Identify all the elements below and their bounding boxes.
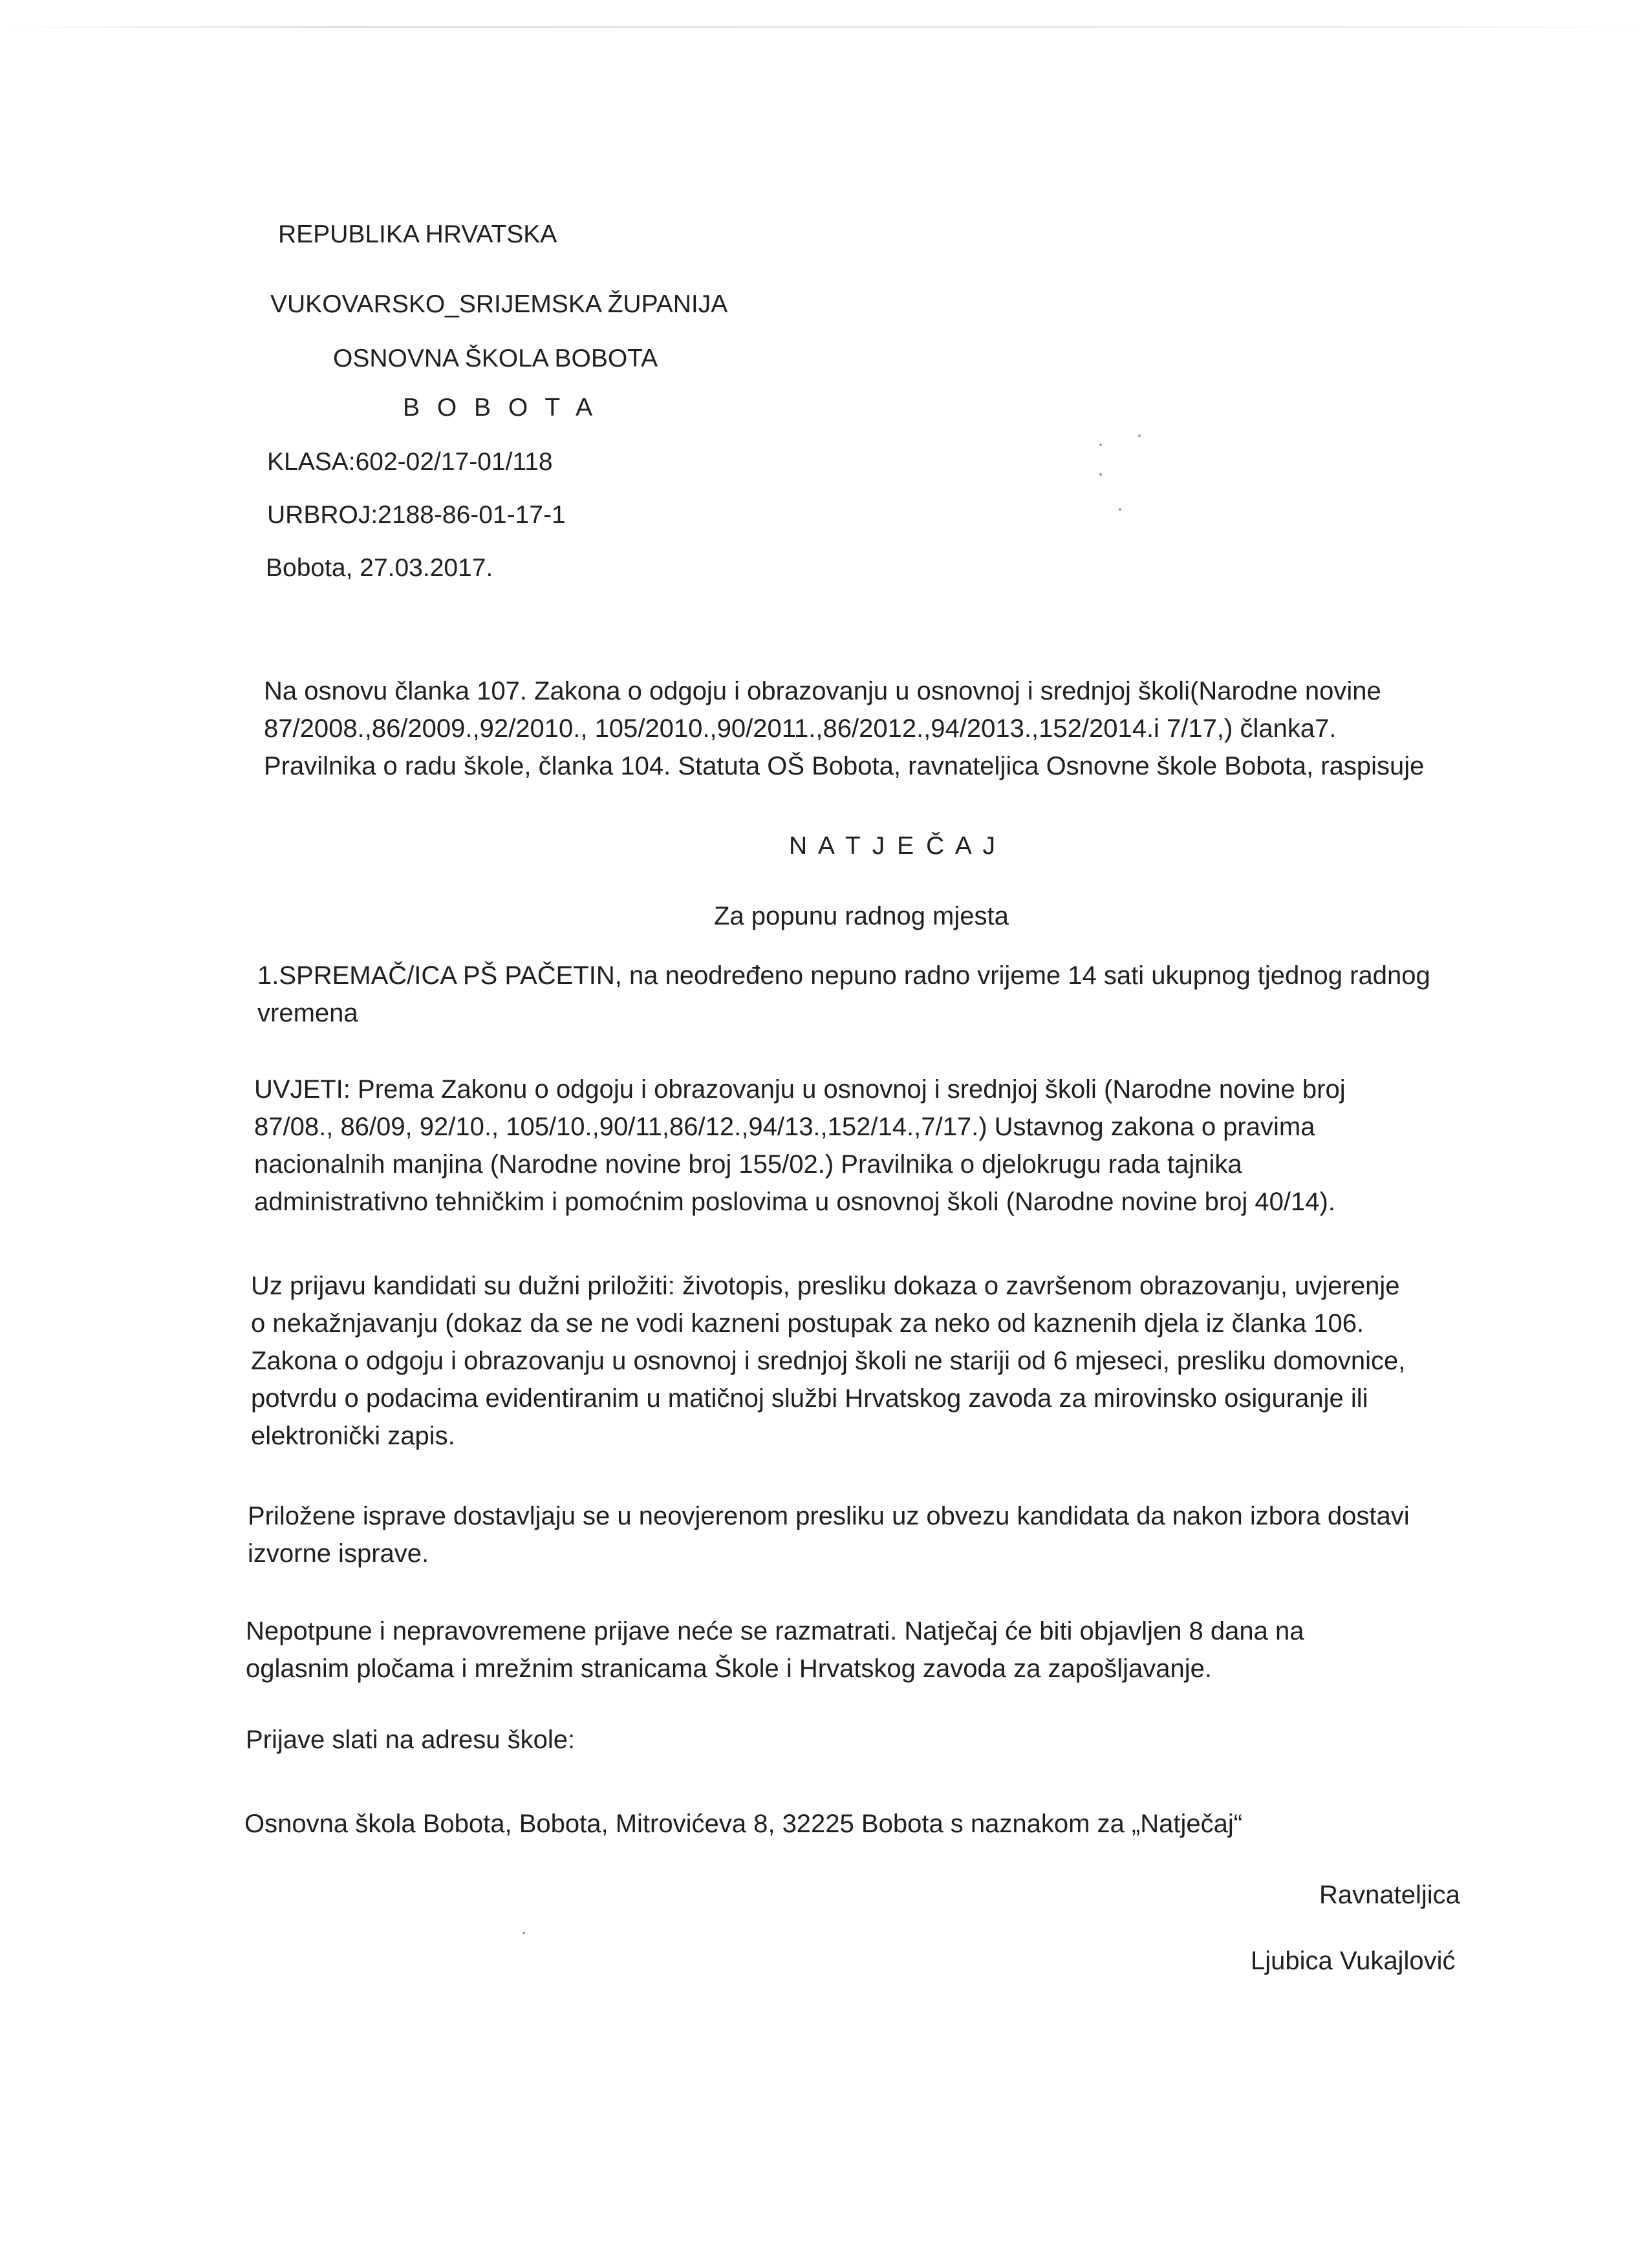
conditions-paragraph — [254, 1071, 1346, 1221]
school-address: Osnovna škola Bobota, Bobota, Mitrovićeva 8, 32225 Bobota s naznakom za „Natječaj“ — [244, 1810, 1243, 1838]
signature-role: Ravnateljica — [1319, 1881, 1460, 1909]
incomplete-line: oglasnim pločama i mrežnim stranicama Škole i Hrvatskog zavoda za zapošljavanje. — [246, 1654, 1212, 1683]
attachments-line: o nekažnjavanju (dokaz da se ne vodi kazneni postupak za neko od kaznenih djela iz članka 106. — [251, 1309, 1364, 1338]
scan-speck — [1099, 444, 1102, 446]
header-republic: REPUBLIKA HRVATSKA — [278, 220, 557, 248]
attachments-line: elektronički zapis. — [251, 1422, 455, 1450]
attachments-line: potvrdu o podacima evidentiranim u matičnoj službi Hrvatskog zavoda za mirovinsko osiguranje ili — [251, 1384, 1368, 1413]
header-place-date: Bobota, 27.03.2017. — [266, 554, 493, 582]
position-line: vremena — [257, 999, 358, 1027]
intro-line: Pravilnika o radu škole, članka 104. Statuta OŠ Bobota, ravnateljica Osnovne škole Bobota, raspisuje — [264, 752, 1425, 780]
header-klasa: KLASA:602-02/17-01/118 — [267, 448, 553, 476]
notice-title: N A T J E Č A J — [789, 832, 998, 860]
intro-paragraph — [264, 672, 1424, 785]
address-label: Prijave slati na adresu škole: — [246, 1726, 576, 1754]
position-line: 1.SPREMAČ/ICA PŠ PAČETIN, na neodređeno nepuno radno vrijeme 14 sati ukupnog tjednog radnog — [257, 961, 1430, 990]
conditions-line: UVJETI: Prema Zakonu o odgoju i obrazovanju u osnovnoj i srednjoj školi (Narodne novine broj — [254, 1075, 1346, 1104]
header-urbroj: URBROJ:2188-86-01-17-1 — [267, 501, 566, 529]
signature-name: Ljubica Vukajlović — [1251, 1947, 1456, 1975]
conditions-line: administrativno tehničkim i pomoćnim poslovima u osnovnoj školi (Narodne novine broj 40/14). — [254, 1188, 1335, 1216]
intro-line: 87/2008.,86/2009.,92/2010., 105/2010.,90/2011.,86/2012.,94/2013.,152/2014.i 7/17,) članka7. — [264, 714, 1337, 743]
documents-line: izvorne isprave. — [248, 1539, 429, 1568]
attachments-line: Uz prijavu kandidati su dužni priložiti: životopis, presliku dokaza o završenom obrazovanju, uvjerenje — [251, 1272, 1400, 1300]
scan-speck — [523, 1932, 525, 1934]
attachments-paragraph — [251, 1267, 1405, 1455]
intro-line: Na osnovu članka 107. Zakona o odgoju i obrazovanju u osnovnoj i srednjoj školi(Narodne novine — [264, 677, 1381, 705]
attachments-line: Zakona o odgoju i obrazovanju u osnovnoj i srednjoj školi ne stariji od 6 mjeseci, presliku domovnice, — [251, 1347, 1406, 1375]
conditions-line: 87/08., 86/09, 92/10., 105/10.,90/11,86/12.,94/13.,152/14.,7/17.) Ustavnog zakona o pravima — [254, 1113, 1315, 1141]
conditions-line: nacionalnih manjina (Narodne novine broj 155/02.) Pravilnika o djelokrugu rada tajnika — [254, 1150, 1242, 1179]
scan-edge-shadow — [0, 26, 1649, 28]
header-town: B O B O T A — [403, 394, 598, 422]
scan-speck — [1119, 508, 1121, 511]
documents-line: Priložene isprave dostavljaju se u neovjerenom presliku uz obvezu kandidata da nakon izbora dostavi — [248, 1502, 1410, 1530]
notice-subtitle: Za popunu radnog mjesta — [714, 902, 1009, 930]
header-county: VUKOVARSKO_SRIJEMSKA ŽUPANIJA — [270, 290, 728, 318]
incomplete-paragraph — [246, 1612, 1304, 1687]
scan-speck — [1138, 434, 1141, 437]
scan-speck — [1099, 473, 1102, 476]
incomplete-line: Nepotpune i nepravovremene prijave neće se razmatrati. Natječaj će biti objavljen 8 dana na — [246, 1617, 1304, 1645]
header-school: OSNOVNA ŠKOLA BOBOTA — [333, 345, 658, 372]
position-paragraph — [257, 957, 1430, 1032]
documents-paragraph — [248, 1497, 1410, 1572]
